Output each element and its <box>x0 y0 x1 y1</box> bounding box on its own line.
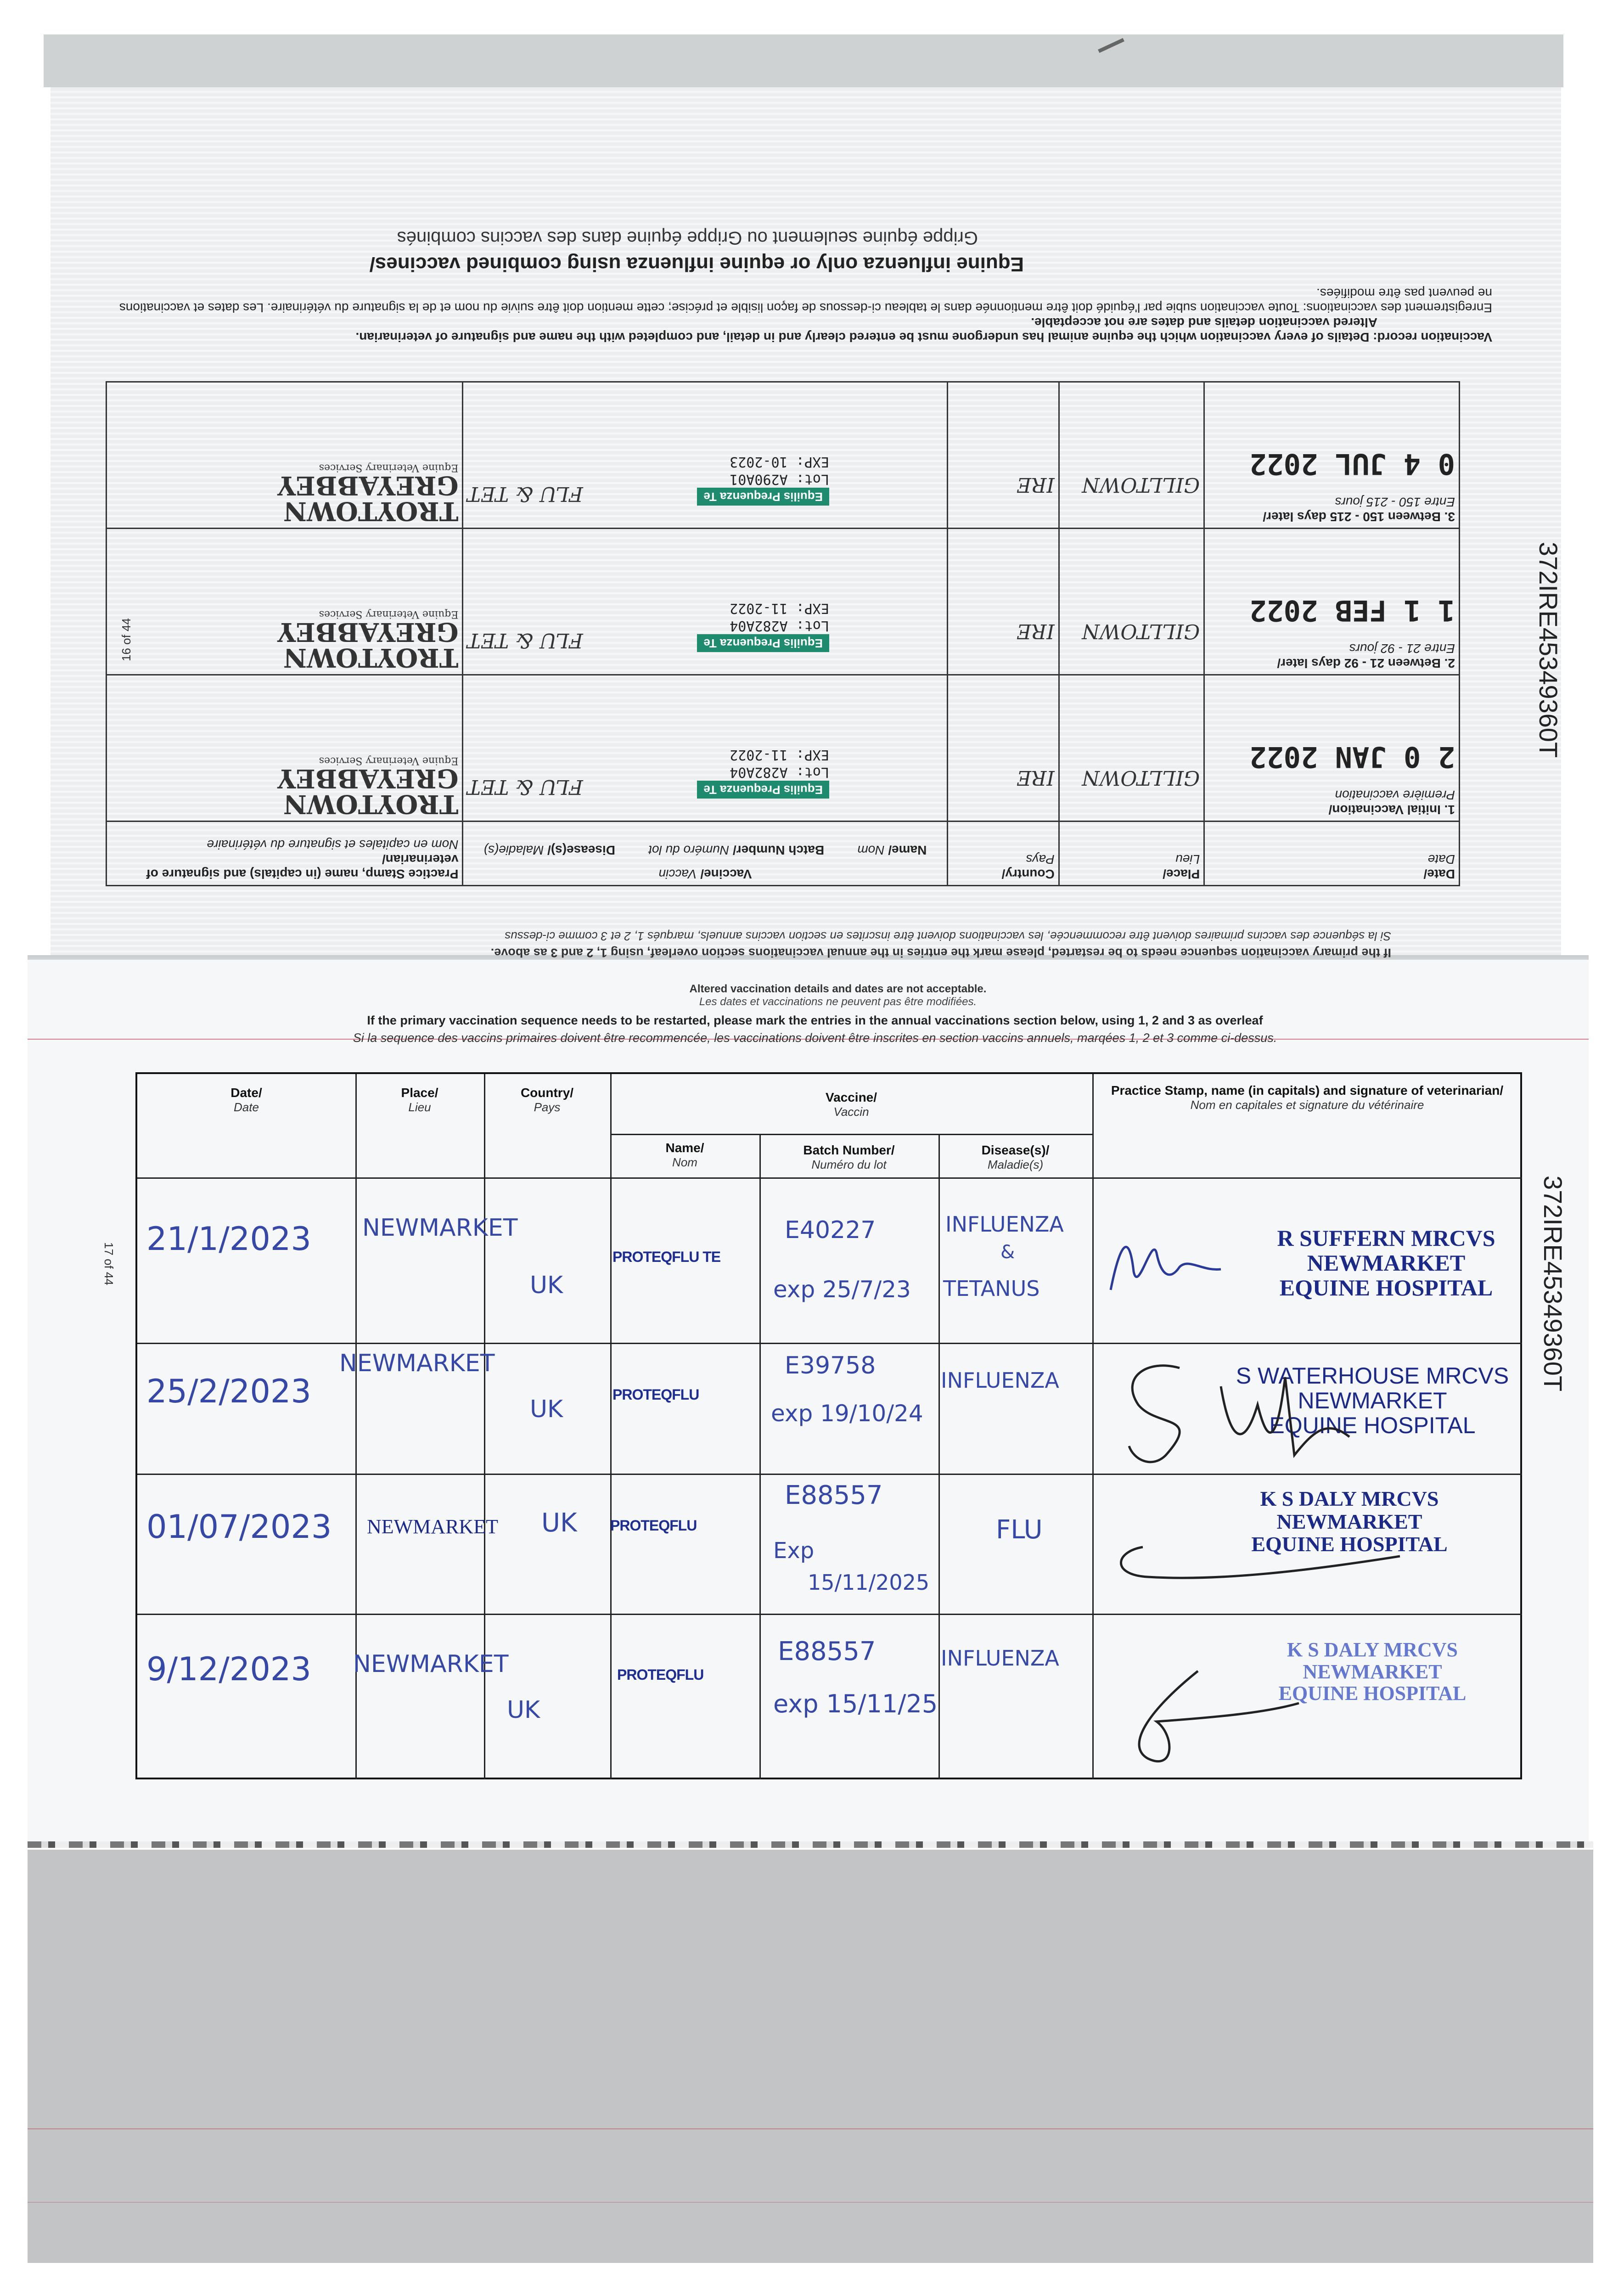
upper-reversed-title-fr: Grippe équine seulement ou Grippe équine dans des vaccins combinés <box>397 228 978 248</box>
row4-signature <box>1106 1643 1336 1772</box>
upper-row-2: 2. Between 21 - 92 days later/ Entre 21 - 92 jours 1 1 FEB 2022 GILLTOWN IRE Equilis Prequenza Te Lot: A282A04 EXP: 11-2022 FLU & TET TROYTOWN GREYABBEY Equine Veterinary Services <box>107 529 1460 675</box>
upper-page-rotated <box>83 165 1529 960</box>
row1-signature <box>1101 1216 1239 1308</box>
row4-disease: INFLUENZA <box>941 1646 1059 1671</box>
row3-exp: 15/11/2025 <box>808 1570 930 1595</box>
row1-vaccine-name: PROTEQFLU TE <box>613 1249 721 1265</box>
row4-country: UK <box>507 1696 540 1724</box>
row1-disease1: INFLUENZA <box>945 1212 1064 1237</box>
row4-date: 9/12/2023 <box>146 1650 311 1688</box>
header-name: Name/ Nom <box>665 1141 704 1169</box>
header-batch: Batch Number/ Numéro du lot <box>803 1143 895 1171</box>
row1-country: UK <box>530 1272 563 1299</box>
row3-batch: E88557 <box>785 1480 883 1510</box>
row3-stamp: K S DALY MRCVS NEWMARKET EQUINE HOSPITAL <box>1251 1487 1448 1556</box>
header-date: Date/ Date <box>230 1086 262 1114</box>
row3-country: UK <box>541 1508 577 1538</box>
upper-col-place: Place/ Lieu <box>1059 822 1204 886</box>
row1-stamp: R SUFFERN MRCVS NEWMARKET EQUINE HOSPITAL <box>1277 1225 1495 1300</box>
row2-date: 25/2/2023 <box>146 1373 311 1410</box>
row4-vaccine-name: PROTEQFLU <box>617 1666 704 1683</box>
upper-reversed-title: Equine influenza only or equine influenza using combined vaccines/ <box>369 253 1024 276</box>
upper-record-block: Vaccination record: Details of every vaccination which the equine animal has undergone must be entered clearly and in detail, and completed with the name and signature of veterinarian. Altered vaccination details and dates are not acceptable. Enregistrement des vaccinations: Toute vaccination subie par l'équidé doit être mentionnée dans le tableau ci-dessous de façon lisible et précise; cette mention doit être suivie du nom et de la signature du vétérinaire. Les dates et vaccinations ne peuvent pas être modifiées. <box>119 286 1492 344</box>
upper-vaccination-table <box>106 381 1460 886</box>
restart-instruction: If the primary vaccination sequence needs to be restarted, please mark the entries in the annual vaccinations section below, using 1, 2 and 3 as overleaf <box>367 1013 1263 1027</box>
upper-restart-note: If the primary vaccination sequence needs to be restarted, please mark the entries in the annual vaccinations section overleaf, using 1, 2 and 3 as above. <box>490 946 1391 960</box>
row2-vaccine-name: PROTEQFLU <box>613 1386 699 1403</box>
scanner-top-band <box>44 34 1563 87</box>
row4-exp: exp 15/11/25 <box>773 1689 938 1718</box>
upper-col-date: Date/ Date <box>1204 822 1460 886</box>
header-country: Country/ Pays <box>520 1086 574 1114</box>
page-edge <box>28 1841 1593 1848</box>
header-vaccine: Vaccine/ Vaccin <box>825 1090 877 1119</box>
row2-disease: INFLUENZA <box>941 1368 1059 1393</box>
altered-note: Altered vaccination details and dates are not acceptable. Les dates et vaccinations ne peuvent pas être modifiées. <box>689 983 987 1008</box>
row1-batch: E40227 <box>785 1216 876 1244</box>
upper-row-1: 1. Initial Vaccination/ Première vaccination 2 0 JAN 2022 GILLTOWN IRE Equilis Prequenza Te Lot: A282A04 EXP: 11-2022 FLU & TET TROYTOWN GREYABBEY Equine Veterinary Services <box>107 675 1460 822</box>
header-disease: Disease(s)/ Maladie(s) <box>981 1143 1050 1171</box>
scanner-bottom-band <box>28 1850 1593 2263</box>
row1-disease-amp: & <box>1000 1242 1015 1263</box>
row2-exp: exp 19/10/24 <box>771 1400 923 1427</box>
row1-date: 21/1/2023 <box>146 1220 311 1258</box>
upper-side-id: 372IRE45349360T <box>1534 542 1563 758</box>
row3-place: NEWMARKET <box>367 1515 498 1538</box>
row3-signature <box>1106 1524 1427 1588</box>
lower-side-id: 372IRE45349360T <box>1539 1176 1568 1392</box>
upper-restart-note-fr: Si la séquence des vaccins primaires doivent être recommencée, les vaccinations doivent être inscrites en section vaccins annuels, marqués 1, 2 et 3 comme ci-dessus <box>505 929 1391 943</box>
row2-place: NEWMARKET <box>339 1350 495 1377</box>
row1-exp: exp 25/7/23 <box>773 1276 911 1303</box>
bottom-red-line <box>28 2128 1593 2129</box>
restart-instruction-fr: Si la sequence des vaccins primaires doivent être recommencée, les vaccinations doivent être inscrites en section vaccins annuels, marqées 1, 2 et 3 comme ci-dessus. <box>353 1031 1277 1045</box>
header-place: Place/ Lieu <box>401 1086 438 1114</box>
row1-place: NEWMARKET <box>362 1214 518 1242</box>
row4-stamp: K S DALY MRCVS NEWMARKET EQUINE HOSPITAL <box>1278 1638 1467 1705</box>
upper-col-country: Country/ Pays <box>948 822 1059 886</box>
upper-col-vaccine: Vaccine/ Vaccin Name/ Nom Batch Number/ Numéro du lot Disease(s)/ Maladie(s) <box>463 822 948 886</box>
row2-country: UK <box>530 1396 563 1423</box>
upper-page-number: 16 of 44 <box>119 618 133 661</box>
row4-place: NEWMARKET <box>353 1650 509 1678</box>
row3-vaccine-name: PROTEQFLU <box>610 1517 697 1534</box>
row4-batch: E88557 <box>778 1637 876 1666</box>
row3-disease: FLU <box>996 1515 1043 1545</box>
row3-exp-label: Exp <box>773 1538 815 1564</box>
row2-signature <box>1111 1350 1386 1469</box>
row1-disease2: TETANUS <box>943 1276 1040 1301</box>
row2-stamp: S WATERHOUSE MRCVS NEWMARKET EQUINE HOSPITAL <box>1236 1363 1509 1438</box>
upper-col-stamp: Practice Stamp, name (in capitals) and signature of veterinarian/ Nom en capitales et signature du vétérinaire <box>107 822 463 886</box>
row3-date: 01/07/2023 <box>146 1508 332 1546</box>
upper-row-3: 3. Between 150 - 215 days later/ Entre 150 - 215 jours 0 4 JUL 2022 GILLTOWN IRE Equilis Prequenza Te Lot: A290A01 EXP: 10-2023 FLU & TET TROYTOWN GREYABBEY Equine Veterinary Services <box>107 382 1460 529</box>
row2-batch: E39758 <box>785 1352 876 1379</box>
vaccination-table <box>135 1072 1522 1779</box>
header-stamp: Practice Stamp, name (in capitals) and signature of veterinarian/ Nom en capitales et signature du vétérinaire <box>1111 1083 1504 1112</box>
bottom-red-line-2 <box>28 2202 1593 2203</box>
lower-page-number: 17 of 44 <box>102 1242 116 1285</box>
